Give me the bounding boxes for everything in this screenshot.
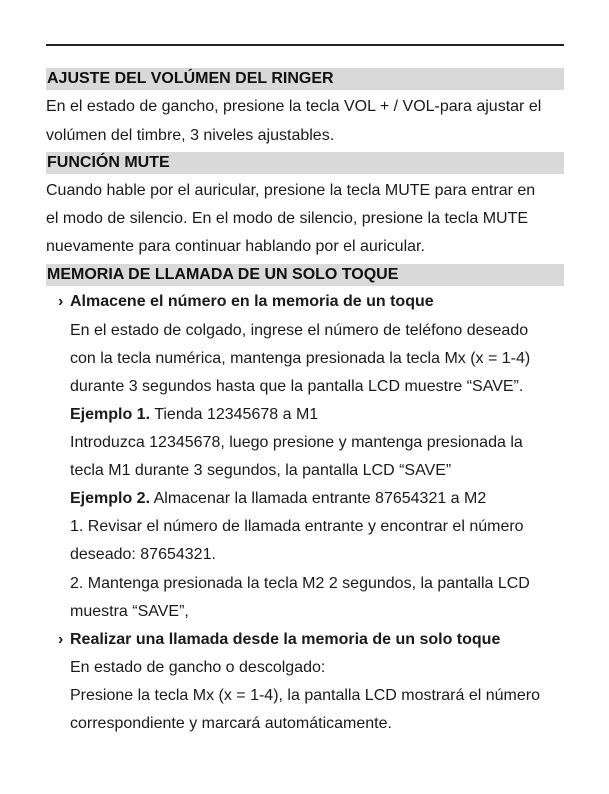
paragraph-line: Presione la tecla Mx (x = 1-4), la pantalla LCD mostrará el número — [70, 687, 540, 704]
example-2-line — [70, 489, 486, 509]
paragraph-line: nuevamente para continuar hablando por el auricular. — [46, 238, 425, 255]
chevron-right-icon: › — [58, 631, 64, 648]
example-2-text: Almacenar la llamada entrante 87654321 a M2 — [150, 490, 487, 507]
top-rule — [46, 44, 564, 46]
example-1-label: Ejemplo 1. — [70, 406, 151, 423]
example-1-line — [70, 405, 318, 425]
paragraph-line: tecla M1 durante 3 segundos, la pantalla LCD “SAVE” — [70, 462, 452, 479]
bullet-store-number — [58, 292, 434, 312]
paragraph-line: En estado de gancho o descolgado: — [70, 659, 326, 676]
bullet-make-call — [58, 630, 500, 650]
paragraph-line: deseado: 87654321. — [70, 546, 216, 563]
paragraph-line: volúmen del timbre, 3 niveles ajustables. — [46, 127, 335, 144]
paragraph-line: con la tecla numérica, mantenga presionada la tecla Mx (x = 1-4) — [70, 350, 531, 367]
section-heading-mute: FUNCIÓN MUTE — [46, 152, 564, 174]
paragraph-line: durante 3 segundos hasta que la pantalla LCD muestre “SAVE”. — [70, 378, 524, 395]
paragraph-line: En el estado de colgado, ingrese el número de teléfono deseado — [70, 322, 529, 339]
example-2-label: Ejemplo 2. — [70, 490, 151, 507]
paragraph-line: 1. Revisar el número de llamada entrante y encontrar el número — [70, 518, 524, 535]
chevron-right-icon: › — [58, 293, 64, 310]
section-heading-ringer-volume: AJUSTE DEL VOLÚMEN DEL RINGER — [46, 68, 564, 90]
paragraph-line: Introduzca 12345678, luego presione y mantenga presionada la — [70, 434, 523, 451]
paragraph-line: el modo de silencio. En el modo de silencio, presione la tecla MUTE — [46, 210, 529, 227]
bullet-title: Almacene el número en la memoria de un toque — [70, 293, 434, 310]
bullet-title: Realizar una llamada desde la memoria de un solo toque — [70, 631, 501, 648]
paragraph-line: Cuando hable por el auricular, presione la tecla MUTE para entrar en — [46, 182, 536, 199]
paragraph-line: correspondiente y marcará automáticamente. — [70, 715, 392, 732]
paragraph-line: En el estado de gancho, presione la tecla VOL + / VOL-para ajustar el — [46, 98, 542, 115]
example-1-text: Tienda 12345678 a M1 — [150, 406, 319, 423]
paragraph-line: 2. Mantenga presionada la tecla M2 2 segundos, la pantalla LCD — [70, 575, 530, 592]
section-heading-one-touch-memory: MEMORIA DE LLAMADA DE UN SOLO TOQUE — [46, 264, 564, 286]
paragraph-line: muestra “SAVE”, — [70, 603, 189, 620]
